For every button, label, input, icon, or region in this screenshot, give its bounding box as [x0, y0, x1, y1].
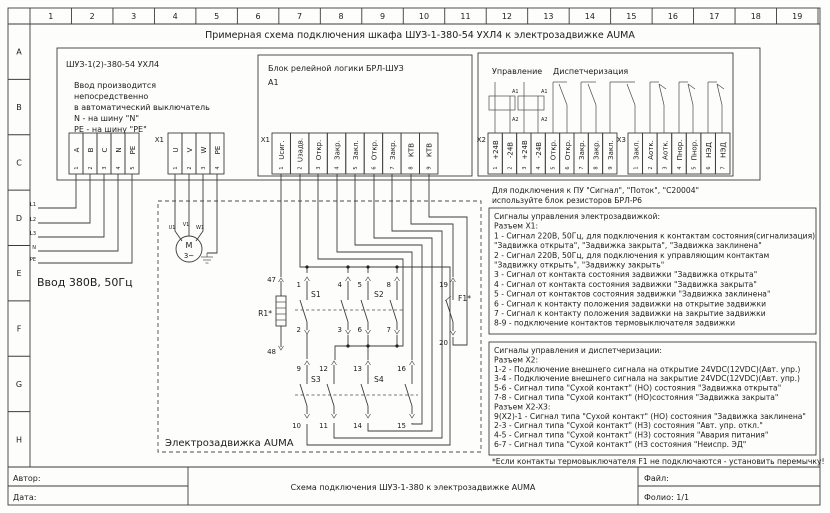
brl-ref: А1: [268, 78, 279, 87]
auma-terminal-number: 3: [337, 326, 342, 334]
auma-terminal: [387, 326, 400, 334]
terminal-cell-label: N: [115, 147, 123, 153]
notes1-line: 7 - Сигнал к контакту положения задвижки на закрытие задвижки: [494, 309, 766, 318]
motor-phase-label: 3~: [183, 252, 195, 260]
notes-box-2: [489, 342, 816, 455]
terminal-arrow-icon: [395, 330, 400, 334]
titleblock-file: Файл:: [644, 474, 669, 483]
auma-terminal: [358, 277, 371, 289]
column-number: 17: [709, 12, 720, 21]
no-contact-symbol: [581, 82, 596, 133]
terminal-cell-number: 9: [607, 166, 614, 170]
terminal-cell-number: 7: [720, 166, 727, 170]
auma-terminal-number: 15: [397, 422, 406, 430]
power-input-label: Ввод 380В, 50Гц: [37, 276, 133, 289]
input-line-label: L3: [30, 231, 36, 237]
notes-box-1: [489, 208, 816, 334]
resistor-r1: [258, 281, 286, 347]
terminal-cell-label: PE: [129, 145, 137, 155]
terminal-cell-label: Uзадв.: [296, 137, 305, 163]
relay-coil-1: [489, 82, 519, 133]
switch-contact: [390, 281, 397, 330]
row-letter: C: [16, 158, 22, 168]
terminal-cell-number: 3: [521, 166, 528, 170]
sheet-title: Примерная схема подключения шкафа ШУЗ-1-380-54 УХЛ4 к электрозадвижке AUMA: [205, 30, 635, 41]
auma-terminal-number: 16: [397, 365, 406, 373]
auma-terminal-number: 8: [386, 281, 391, 289]
x2-connector-label: X2: [476, 136, 486, 144]
notes1-line: 5 - Сигнал от контактов состояния задвижки "Задвижка заклинена": [494, 289, 771, 299]
terminal-cell-label: +24В: [492, 140, 501, 160]
notes2-line: 7-8 - Сигнал типа "Сухой контакт" (НО)состояния "Задвижка закрыта": [494, 393, 779, 402]
terminal-cell-label: КТВ: [407, 142, 416, 158]
terminal-arrow-icon: [346, 330, 351, 334]
terminal-strips: [69, 133, 730, 174]
terminal-cell-number: 8: [408, 166, 415, 170]
terminal-arrow-icon: [366, 277, 371, 281]
terminal-cell-label: Закр.: [333, 140, 342, 160]
notes1-line: Разъем X1:: [494, 221, 539, 231]
terminal-cell-label: Откр.: [563, 139, 572, 161]
column-number: 18: [750, 12, 761, 21]
auma-terminal-number: 48: [267, 348, 276, 356]
row-ruler: [8, 48, 30, 467]
input-terminal-strip: [69, 133, 139, 174]
terminal-cell-number: 3: [201, 166, 207, 170]
terminal-arrow-icon: [346, 277, 351, 281]
nc-contact-symbol: [650, 82, 666, 133]
terminal-cell-label: V: [186, 147, 194, 153]
notes2-line: 4-5 - Сигнал типа "Сухой контакт" (НЗ) состояния "Авария питания": [494, 430, 769, 440]
valve-limit-switches: [295, 290, 418, 395]
nc-contact-symbol: [708, 82, 724, 133]
column-number: 5: [214, 12, 220, 21]
terminal-cell-label: Откр.: [315, 139, 324, 161]
cabinet-note-text: [74, 81, 210, 134]
terminal-cell-number: 5: [691, 166, 698, 170]
switch-contact: [405, 365, 412, 414]
terminal-arrow-icon: [305, 277, 310, 281]
footnote-text: *Если контакты термовыключателя F1 не подключаются - установить перемычку!: [492, 457, 825, 466]
column-number: 4: [172, 12, 178, 21]
relay-coil-2: [518, 82, 548, 133]
input-line-label: L2: [30, 217, 36, 223]
auma-terminal: [297, 326, 310, 334]
column-number: 3: [131, 12, 137, 21]
notes1-line: 1 - Сигнал 220В, 50Гц, для подключения к контактам состояния(сигнализация): [494, 231, 816, 241]
auma-box: [158, 201, 481, 452]
cabinet-label: ШУЗ-1(2)-380-54 УХЛ4: [66, 60, 160, 69]
auma-terminal-number: 47: [267, 276, 276, 284]
terminal-arrow-icon: [305, 330, 310, 334]
cabinet-note-line: Ввод производится: [74, 81, 157, 90]
terminal-cell-label: B: [87, 147, 95, 153]
input-feed-lines: [30, 174, 133, 289]
dispatch-heading: Диспетчеризация: [553, 67, 629, 76]
terminal-cell-number: 4: [116, 166, 122, 170]
column-number: 10: [418, 12, 430, 21]
terminal-arrow-icon: [410, 414, 415, 418]
column-number: 7: [297, 12, 303, 21]
terminal-cell-number: 5: [130, 166, 136, 170]
input-line-label: PE: [29, 257, 36, 263]
column-number: 6: [255, 12, 261, 21]
auma-terminal-number: 13: [353, 365, 362, 373]
terminal-cell-label: Аотк.: [646, 140, 655, 160]
notes2-line: Разъем X2-X3:: [494, 402, 551, 412]
switch-contact: [300, 281, 307, 330]
terminal-cell-number: 6: [706, 166, 713, 170]
terminal-cell-label: Пнор.: [690, 139, 699, 161]
motor-wire-label: W1: [195, 225, 205, 231]
column-number: 12: [501, 12, 513, 21]
notes2-line: 5-6 - Сигнал типа "Сухой контакт" (НО) состояния "Задвижка открыта": [494, 383, 782, 393]
terminal-cell-label: C: [101, 147, 109, 153]
column-number: 9: [379, 12, 386, 21]
auma-terminal-number: 9: [296, 365, 301, 373]
notes1-line: "Задвижку открыть", "Задвижку закрыть": [494, 260, 665, 270]
motor-wire-label: V1: [182, 222, 190, 228]
auma-terminal: [387, 277, 400, 289]
no-contact-symbol: [553, 82, 567, 133]
auma-terminal: [297, 361, 310, 373]
auma-terminal: [338, 326, 351, 334]
terminal-cell-label: КТВ: [425, 142, 434, 158]
s1-label: S1: [311, 290, 321, 299]
terminal-cell-number: 2: [647, 166, 654, 170]
nc-contact-symbol: [679, 82, 695, 133]
terminal-cell-number: 4: [215, 166, 221, 170]
terminal-cell-number: 3: [102, 166, 108, 170]
terminal-cell-number: 2: [187, 166, 193, 170]
auma-terminal: [297, 277, 310, 289]
auma-terminal: [338, 277, 351, 289]
notes2-line: 6-7 - Сигнал типа "Сухой контакт" (НЗ состояния "Неиспр. ЭД": [494, 440, 747, 449]
terminal-cell-label: W: [200, 146, 208, 154]
terminal-cell-number: 4: [334, 166, 341, 170]
terminal-cell-label: A: [73, 147, 81, 153]
terminal-cell-label: Откр.: [370, 139, 379, 161]
x2-terminal-strip: [488, 133, 617, 174]
terminal-cell-label: +24В: [520, 140, 529, 160]
brl-terminal-strip: [272, 133, 438, 174]
coil1-a2-label: А2: [512, 117, 519, 123]
x3-terminal-strip: [628, 133, 730, 174]
auma-terminal-number: 6: [357, 326, 362, 334]
notes1-line: 8-9 - подключение контактов термовыключателя задвижки: [494, 318, 736, 328]
notes1-line: 2 - Сигнал 220В, 50Гц, для подключения к управляющим контактам: [494, 250, 770, 260]
control-heading: Управление: [492, 67, 543, 76]
auma-terminal-number: 1: [296, 281, 301, 289]
auma-terminal-number: 10: [292, 422, 301, 430]
input-line-label: L1: [30, 202, 36, 208]
titleblock-folio: Фолио: 1/1: [644, 493, 690, 502]
column-number: 14: [584, 12, 595, 21]
terminal-cell-number: 5: [550, 166, 557, 170]
terminal-cell-number: 7: [389, 166, 396, 170]
terminal-arrow-icon: [366, 330, 371, 334]
auma-terminal-number: 5: [357, 281, 362, 289]
auma-terminal-number: 12: [319, 365, 328, 373]
column-number: 15: [626, 12, 637, 21]
s2-label: S2: [374, 290, 384, 299]
terminal-cell-label: Закр.: [592, 140, 601, 160]
terminal-cell-label: U: [172, 147, 180, 153]
terminal-cell-number: 2: [88, 166, 94, 170]
f1-label: F1*: [458, 294, 471, 303]
terminal-arrow-icon: [332, 414, 337, 418]
auma-terminal: [358, 326, 371, 334]
auma-terminal: [397, 414, 414, 430]
column-number: 13: [543, 12, 554, 21]
notes1-line: 3 - Сигнал от контакта состояния задвижки "Задвижка открыта": [494, 270, 758, 280]
terminal-cell-number: 4: [536, 166, 543, 170]
row-letter: E: [16, 269, 22, 279]
power-terminal-strip: [168, 133, 224, 174]
terminal-cell-label: Аотк.: [661, 140, 670, 160]
notes2-line: 2-3 - Сигнал типа "Сухой контакт" (НЗ) состояния "Авт. упр. откл.": [494, 421, 763, 431]
switch-contact: [361, 365, 368, 414]
column-number: 11: [460, 12, 471, 21]
row-letter: F: [16, 324, 22, 334]
notes2-line: 9(X2)-1 - Сигнал типа "Сухой контакт" (НО) состояния "Задвижка заклинена": [494, 411, 806, 421]
terminal-cell-label: НЭД: [705, 142, 714, 158]
terminal-cell-label: Закл.: [606, 140, 615, 160]
coil1-a1-label: А1: [512, 89, 519, 95]
auma-label: Электрозадвижка AUMA: [165, 438, 294, 449]
resistor-note-line: Для подключения к ПУ "Сигнал", "Поток", "С20004": [492, 186, 700, 195]
titleblock-title: Схема подключения ШУЗ-1-380 к электрозадвижке AUMA: [290, 483, 536, 492]
s4-label: S4: [374, 375, 384, 384]
notes2-line: 3-4 - Подключение внешнего сигнала на закрытие 24VDC(12VDC)(Авт. упр.): [494, 374, 800, 384]
notes1-line: 4 - Сигнал от контакта состояния задвижки "Задвижка закрыта": [494, 279, 757, 289]
auma-terminal-number: 4: [337, 281, 342, 289]
terminal-cell-number: 6: [564, 166, 571, 170]
terminal-cell-number: 1: [633, 166, 640, 170]
motor-m-label: M: [185, 241, 193, 250]
terminal-cell-number: 2: [297, 166, 304, 170]
terminal-arrow-icon: [366, 361, 371, 365]
brl-auma-wiring: [281, 174, 467, 445]
terminal-cell-number: 2: [507, 166, 514, 170]
notes2-line: Разъем X2:: [494, 355, 539, 365]
column-number: 1: [48, 12, 54, 21]
switch-contact: [361, 281, 368, 330]
notes1-line: 6 - Сигнал к контакту положения задвижки на открытие задвижки: [494, 299, 767, 309]
column-number: 19: [792, 12, 803, 21]
terminal-arrow-icon: [305, 414, 310, 418]
terminal-cell-label: Uсиг.: [278, 140, 287, 160]
s3-label: S3: [311, 375, 321, 384]
ground-icon: [201, 253, 213, 263]
cabinet-note-line: PE - на шину "PE": [74, 125, 147, 134]
terminal-cell-label: Закл.: [632, 140, 641, 160]
terminal-cell-label: Пнор.: [675, 139, 684, 161]
terminal-cell-label: -24В: [506, 141, 515, 159]
switch-contact: [300, 365, 307, 414]
terminal-arrow-icon: [332, 361, 337, 365]
row-letter: D: [15, 213, 23, 223]
terminal-cell-label: PE: [214, 145, 222, 155]
power-connector-label: X1: [154, 136, 164, 144]
auma-contact-symbols: [300, 281, 412, 414]
row-letter: H: [15, 435, 23, 445]
cabinet-note-line: N - на шину "N": [74, 114, 140, 123]
no-contact-symbol: [610, 82, 635, 133]
x3-connector-label: X3: [616, 136, 626, 144]
terminal-cell-number: 5: [352, 166, 359, 170]
terminal-cell-number: 9: [426, 166, 433, 170]
input-line-label: N: [32, 245, 36, 251]
column-number: 16: [667, 12, 678, 21]
terminal-cell-label: Закл.: [351, 140, 360, 160]
r1-label: R1*: [258, 309, 272, 318]
terminal-cell-number: 1: [74, 166, 80, 170]
auma-terminal-number: 19: [439, 281, 448, 289]
column-number: 2: [89, 12, 95, 21]
brl-title: Блок релейной логики БРЛ-ШУЗ: [268, 64, 404, 73]
column-number: 8: [338, 12, 344, 21]
terminal-arrow-icon: [395, 277, 400, 281]
terminal-cell-number: 8: [593, 166, 600, 170]
auma-terminal-number: 14: [353, 422, 362, 430]
coil2-a1-label: А1: [541, 89, 548, 95]
terminal-arrow-icon: [451, 331, 456, 335]
terminal-cell-label: Откр.: [549, 139, 558, 161]
brl-connector-label: X1: [260, 136, 270, 144]
terminal-arrow-icon: [305, 361, 310, 365]
terminal-cell-number: 3: [662, 166, 669, 170]
motor-wire-label: U1: [168, 225, 176, 231]
terminal-cell-number: 1: [279, 166, 286, 170]
terminal-cell-number: 3: [316, 166, 323, 170]
titleblock-author: Автор:: [13, 474, 41, 483]
coil2-a2-label: А2: [541, 117, 548, 123]
auma-terminal-numbers: [267, 276, 455, 430]
terminal-cell-label: Закр.: [578, 140, 587, 160]
terminal-cell-number: 6: [371, 166, 378, 170]
title-block: [8, 467, 820, 505]
notes2-line: 1-2 - Подключение внешнего сигнала на открытие 24VDC(12VDC)(Авт. упр.): [494, 364, 801, 374]
resistor-note-text: [492, 186, 699, 205]
auma-terminal-number: 11: [319, 422, 328, 430]
terminal-cell-number: 4: [676, 166, 683, 170]
auma-terminal: [267, 346, 283, 356]
resistor-note-line: используйте блок резисторов БРЛ-Р6: [492, 196, 642, 205]
row-letter: G: [15, 379, 23, 389]
dispatch-contact-symbols: [553, 82, 724, 133]
auma-terminal-number: 2: [296, 326, 301, 334]
cabinet-note-line: непосредственно: [74, 92, 149, 101]
terminal-cell-number: 1: [493, 166, 500, 170]
switch-contact: [327, 365, 334, 414]
terminal-cell-label: Закр.: [388, 140, 397, 160]
auma-terminal-number: 20: [439, 339, 448, 347]
titleblock-date: Дата:: [13, 493, 37, 502]
row-letter: A: [16, 47, 22, 57]
auma-terminal-number: 7: [386, 326, 391, 334]
row-letter: B: [16, 103, 22, 113]
motor-symbol: [169, 174, 217, 263]
switch-contact: [341, 281, 348, 330]
notes2-line: Сигналы управления и диспетчеризации:: [494, 346, 662, 355]
terminal-cell-label: НЭД: [719, 142, 728, 158]
notes1-line: Сигналы управления электрозадвижкой:: [494, 212, 661, 221]
column-ruler: [48, 8, 818, 24]
cabinet-note-line: в автоматический выключатель: [74, 103, 210, 112]
terminal-cell-number: 1: [173, 166, 179, 170]
terminal-cell-label: -24В: [535, 141, 544, 159]
terminal-arrow-icon: [366, 414, 371, 418]
terminal-cell-number: 7: [579, 166, 586, 170]
notes1-line: "Задвижка открыта", "Задвижка закрыта", "Задвижка заклинена": [494, 241, 762, 251]
terminal-arrow-icon: [410, 361, 415, 365]
